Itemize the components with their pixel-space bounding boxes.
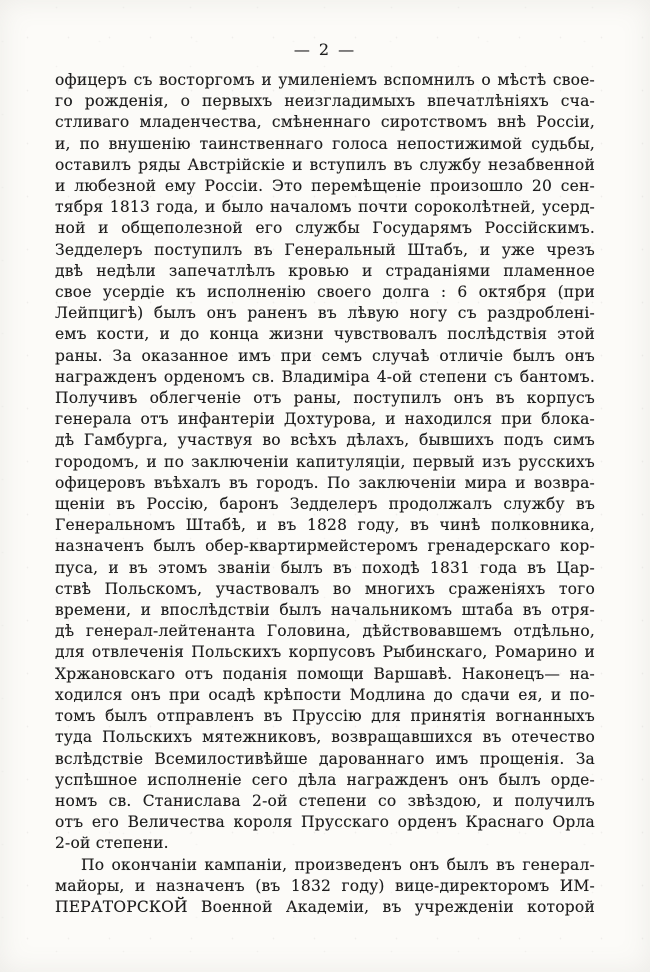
text-line: ходился онъ при осадѣ крѣпости Модлина до сдачи ея, и по- — [55, 685, 595, 704]
text-line: раны. За оказанное имъ при семъ случаѣ отличіе былъ онъ — [55, 346, 595, 365]
text-line: для отвлеченія Польскихъ корпусовъ Рыбинскаго, Ромарино и — [55, 643, 595, 662]
text-line: свое усердіе къ исполненію своего долга : 6 октября (при — [55, 283, 595, 302]
text-line: офицеръ съ восторгомъ и умиленіемъ вспомнилъ о мѣстѣ свое- — [55, 71, 595, 89]
text-line: туда Польскихъ мятежниковъ, возвращавшихся въ отечество — [55, 728, 595, 747]
text-line: Получивъ облегченіе отъ раны, поступилъ онъ въ корпусъ — [55, 389, 595, 408]
text-line: успѣшное исполненіе сего дѣла награжденъ онъ былъ орде- — [55, 770, 595, 789]
text-line: дѣ Гамбурга, участвуя во всѣхъ дѣлахъ, бывшихъ подъ симъ — [55, 431, 595, 450]
text-line: назначенъ былъ обер-квартирмейстеромъ гренадерскаго кор- — [55, 537, 595, 556]
text-line: По окончаніи кампаніи, произведенъ онъ былъ въ генерал- — [81, 855, 595, 874]
text-line: отъ его Величества короля Прусскаго орденъ Краснаго Орла — [55, 813, 595, 832]
text-line: Лейпцигѣ) былъ онъ раненъ въ лѣвую ногу съ раздроблені- — [55, 304, 595, 323]
text-line: двѣ недѣли запечатлѣлъ кровью и страданіями пламенное — [55, 261, 595, 280]
text-line: вслѣдствіе Всемилостивѣйше дарованнаго имъ прощенія. За — [55, 749, 595, 768]
text-line: оставилъ ряды Австрійскіе и вступилъ въ службу незабвенной — [55, 155, 595, 174]
text-line: емъ кости, и до конца жизни чувствовалъ послѣдствія этой — [55, 325, 595, 344]
text-line: ной и общеполезной его службы Государямъ Россійскимъ. — [55, 219, 595, 238]
text-line: тября 1813 года, и было началомъ почти сороколѣтней, усерд- — [55, 198, 595, 217]
text-line: ствѣ Польскомъ, участвовалъ во многихъ сраженіяхъ того — [55, 579, 595, 598]
text-line: и, по внушенію таинственнаго голоса непостижимой судьбы, — [55, 134, 595, 153]
text-line: времени, и впослѣдствіи былъ начальникомъ штаба въ отря- — [55, 601, 595, 620]
text-line: го рожденія, о первыхъ неизгладимыхъ впечатлѣніяхъ сча- — [55, 92, 595, 111]
text-line: Хржановскаго отъ поданія помощи Варшавѣ. Наконецъ— на- — [55, 664, 595, 683]
text-line: майоры, и назначенъ (въ 1832 году) вице-директоромъ ИМ- — [55, 876, 595, 895]
text-line: награжденъ орденомъ св. Владиміра 4-ой степени съ бантомъ. — [55, 367, 595, 386]
page-text — [55, 70, 595, 918]
text-line: стливаго младенчества, смѣненнаго сиротствомъ внѣ Россіи, — [55, 113, 595, 132]
text-line: Зедделеръ поступилъ въ Генеральный Штабъ, и уже чрезъ — [55, 240, 595, 259]
text-line: и любезной ему Россіи. Это перемѣщеніе произошло 20 сен- — [55, 177, 595, 196]
text-line: томъ былъ отправленъ въ Пруссію для принятія вогнанныхъ — [55, 707, 595, 726]
text-line: номъ св. Станислава 2-ой степени со звѣздою, и получилъ — [55, 791, 595, 810]
text-line: пуса, и въ этомъ званіи былъ въ походѣ 1831 года въ Цар- — [55, 558, 595, 577]
text-line: генерала отъ инфантеріи Дохтурова, и находился при блока- — [55, 410, 595, 429]
text-line: офицеровъ въѣхалъ въ городъ. По заключеніи мира и возвра- — [55, 473, 595, 492]
text-line: городомъ, и по заключеніи капитуляціи, первый изъ русскихъ — [55, 452, 595, 471]
text-line: Генеральномъ Штабѣ, и въ 1828 году, въ чинѣ полковника, — [55, 516, 595, 535]
text-line: дѣ генерал-лейтенанта Головина, дѣйствовавшемъ отдѣльно, — [55, 622, 595, 641]
page-number-header: — 2 — — [293, 40, 357, 59]
text-line: щеніи въ Россію, баронъ Зедделеръ продолжалъ службу въ — [55, 495, 595, 514]
text-line: ПЕРАТОРСКОЙ Военной Академіи, въ учрежденіи которой — [55, 897, 595, 916]
text-line: 2-ой степени. — [55, 834, 169, 853]
